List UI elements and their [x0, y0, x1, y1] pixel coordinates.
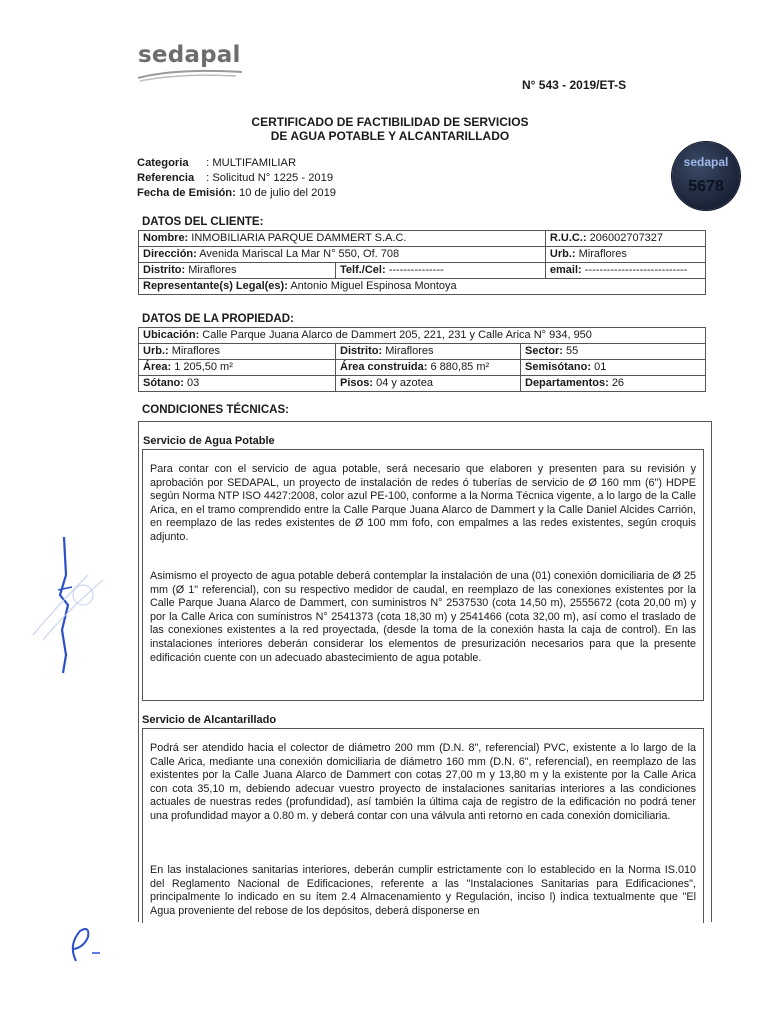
nombre-value: INMOBILIARIA PARQUE DAMMERT S.A.C. [191, 232, 407, 244]
document-number: N° 543 - 2019/ET-S [522, 78, 627, 92]
agua-heading: Servicio de Agua Potable [143, 435, 275, 447]
nombre-label: Nombre: [143, 232, 189, 244]
agua-paragraph-2: Asimismo el proyecto de agua potable deberá contemplar la instalación de una (01) conexión domiciliaria de Ø 25 mm (Ø 1" referencial), con su respectivo medidor de caudal, en reemplazo de las conexiones existentes por la Calle Parque Juana Alarco de Dammert, con suministros N° 2537530 (cota 14,50 m), 2555672 (cota 20,00 m) y por la Calle Arica con suministros N° 2541373 (cota 18,30 m) y 2541466 (cota 32,00 m), así como el traslado de las conexiones existentes a la red proyectada, (desde la toma de la conexión hasta la caja de control). En las instalaciones interiores deberán considerar los elementos de presurización necesarios para que la presente edificación cuente con un adecuado abastecimiento de agua potable. [150, 570, 696, 664]
propiedad-table [138, 327, 706, 392]
pisos-value: 04 y azotea [376, 377, 433, 389]
alcantarillado-paragraph-2: En las instalaciones sanitarias interiores, deberán cumplir estrictamente con lo establecido en la Norma IS.010 del Reglamento Nacional de Edificaciones, referente a las "Instalaciones Sanitarias para Edificaciones", principalmente lo indicado en su ítem 2.4 Almacenamiento y Regulación, inciso l) indica textualmente que "El Agua proveniente del rebose de los depósitos, deberá disponerse en [150, 864, 696, 917]
sedapal-logo: sedapal [138, 42, 241, 68]
area-construida-label: Área construida: [340, 361, 428, 373]
sotano-value: 03 [187, 377, 200, 389]
seal-number: 5678 [688, 178, 724, 195]
semisotano-value: 01 [594, 361, 607, 373]
departamentos-label: Departamentos: [525, 377, 609, 389]
area-label: Área: [143, 361, 172, 373]
cliente-heading: DATOS DEL CLIENTE: [142, 216, 264, 228]
area-value: 1 205,50 m² [174, 361, 233, 373]
referencia-label: Referencia [137, 172, 195, 184]
fecha-value: 10 de julio del 2019 [238, 187, 337, 199]
representante-label: Representante(s) Legal(es): [143, 280, 288, 292]
representante-value: Antonio Miguel Espinosa Montoya [290, 280, 457, 292]
ruc-label: R.U.C.: [549, 232, 587, 244]
categoria-value: : MULTIFAMILIAR [206, 157, 297, 169]
propiedad-heading: DATOS DE LA PROPIEDAD: [142, 313, 294, 325]
direccion-value: Avenida Mariscal La Mar N° 550, Of. 708 [199, 248, 400, 260]
email-label: email: [549, 264, 582, 276]
ubicacion-label: Ubicación: [143, 329, 200, 341]
categoria-row [137, 156, 296, 171]
distrito-label: Distrito: [143, 264, 186, 276]
cliente-table [138, 230, 706, 295]
urb-label: Urb.: [549, 248, 576, 260]
prop-distrito-value: Miraflores [385, 345, 434, 357]
condiciones-heading: CONDICIONES TÉCNICAS: [142, 404, 289, 416]
sector-label: Sector: [525, 345, 563, 357]
alcantarillado-heading: Servicio de Alcantarillado [142, 714, 277, 726]
departamentos-value: 26 [611, 377, 625, 389]
fecha-label: Fecha de Emisión: [137, 187, 236, 199]
sedapal-seal [672, 142, 740, 210]
sotano-label: Sótano: [143, 377, 184, 389]
pisos-label: Pisos: [340, 377, 374, 389]
initials-signature [62, 925, 112, 965]
email-value: ---------------------------- [584, 264, 688, 276]
fecha-row [137, 186, 336, 201]
distrito-value: Miraflores [188, 264, 237, 276]
prop-urb-value: Miraflores [171, 345, 221, 357]
ruc-value: 206002707327 [589, 232, 664, 244]
title-line-2: DE AGUA POTABLE Y ALCANTARILLADO [270, 129, 510, 143]
urb-value: Miraflores [578, 248, 627, 260]
direccion-label: Dirección: [143, 248, 197, 260]
referencia-row [137, 171, 333, 186]
title-line-1: CERTIFICADO DE FACTIBILIDAD DE SERVICIOS [251, 115, 529, 129]
area-construida-value: 6 880,85 m² [430, 361, 490, 373]
telf-value: --------------- [388, 264, 444, 276]
logo-swoosh-icon [136, 66, 246, 84]
sector-value: 55 [565, 345, 579, 357]
categoria-label: Categoria [137, 157, 189, 169]
alcantarillado-paragraph-1: Podrá ser atendido hacia el colector de diámetro 200 mm (D.N. 8", referencial) PVC, existente a lo largo de la Calle Arica, mediante una conexión domiciliaria de diámetro 160 mm (D.N. 6", referencial), en reemplazo de las existentes por la Calle Juana Alarco de Dammert con cotas 27,00 m y 13,80 m y la existente por la Calle Arica con cota 35,10 m, debiendo adecuar vuestro proyecto de instalaciones sanitarias interiores a las condiciones actuales de nuestras redes (profundidad), así también la última caja de registro de la edificación no podrá tener una profundidad mayor a 0.80 m. y deberá contar con una válvula anti retorno en cada conexión domiciliaria. [150, 742, 696, 822]
seal-text: sedapal [683, 155, 729, 169]
prop-urb-label: Urb.: [143, 345, 169, 357]
prop-distrito-label: Distrito: [340, 345, 383, 357]
ubicacion-value: Calle Parque Juana Alarco de Dammert 205, 221, 231 y Calle Arica N° 934, 950 [202, 329, 592, 341]
semisotano-label: Semisótano: [525, 361, 592, 373]
agua-paragraph-1: Para contar con el servicio de agua potable, será necesario que elaboren y presenten para su revisión y aprobación por SEDAPAL, un proyecto de instalación de redes ó tuberías de servicio de Ø 160 mm (6") HDPE según Norma NTP ISO 4427:2008, color azul PE-100, conforme a la Norma Técnica vigente, a lo largo de la Calle Arica, en el tramo comprendido entre la Calle Parque Juana Alarco de Dammert y la Calle Daniel Alcides Carrión, en reemplazo de las redes existentes de Ø 100 mm fofo, con empalmes a las redes existentes, según croquis adjunto. [150, 463, 696, 543]
telf-label: Telf./Cel: [340, 264, 386, 276]
referencia-value: : Solicitud N° 1225 - 2019 [206, 172, 334, 184]
faint-stamp-mark [28, 565, 118, 645]
